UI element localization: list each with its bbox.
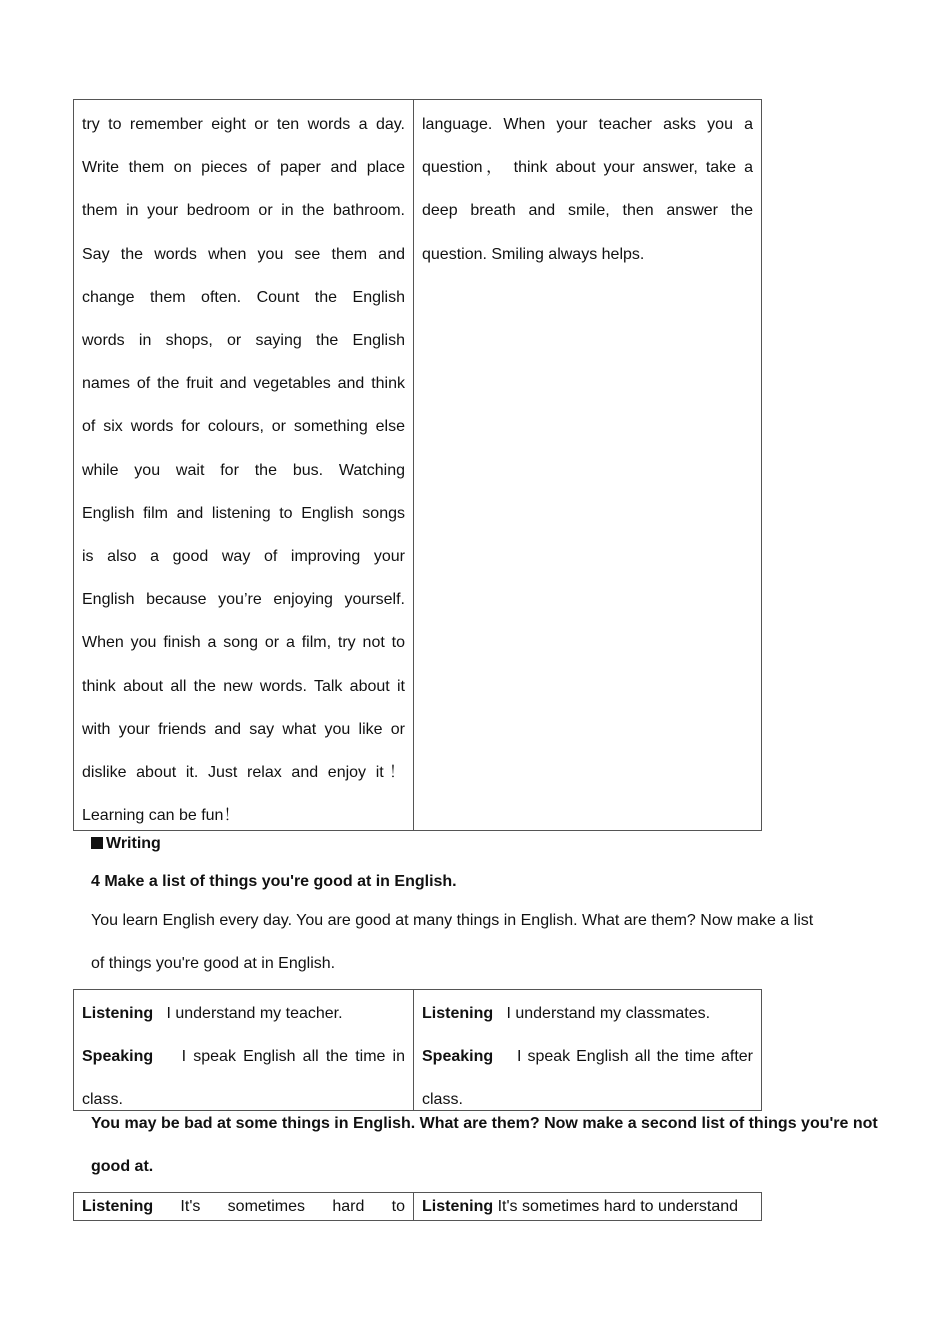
speaking-text-continued: class.	[82, 1091, 123, 1108]
passage-line: Write them on pieces of paper and place	[82, 159, 405, 177]
writing-section-label: Writing	[106, 835, 161, 852]
speaking-label: Speaking	[82, 1048, 154, 1065]
speaking-label: Speaking	[422, 1048, 494, 1065]
passage-line: deep breath and smile, then answer the	[422, 202, 753, 220]
passage-line: dislike about it. Just relax and enjoy it！	[82, 764, 405, 782]
good-at-list-table	[73, 989, 762, 1111]
listening-row	[422, 1195, 753, 1219]
speaking-row	[82, 1035, 405, 1078]
instruction-line: You learn English every day. You are good at many things in English. What are them? Now make a list	[91, 912, 814, 929]
passage-line: them in your bedroom or in the bathroom.	[82, 202, 405, 220]
writing-section-heading	[91, 834, 161, 854]
listening-row	[422, 992, 753, 1035]
writing-instructions	[91, 899, 861, 985]
good-at-left-column	[74, 990, 414, 1110]
listening-label: Listening	[422, 1198, 494, 1215]
passage-line: is also a good way of improving your	[82, 548, 405, 566]
good-at-right-column	[414, 990, 761, 1110]
passage-line: with your friends and say what you like or	[82, 720, 405, 738]
listening-text: It's sometimes hard to understand	[497, 1198, 739, 1215]
passage-line: question， think about your answer, take a	[422, 159, 753, 177]
passage-table	[73, 99, 762, 831]
black-square-icon	[91, 837, 103, 849]
passage-line: try to remember eight or ten words a day.	[82, 116, 405, 133]
passage-line: think about all the new words. Talk about it	[82, 677, 405, 695]
passage-line: words in shops, or saying the English	[82, 332, 405, 350]
bad-at-prompt	[91, 1102, 878, 1188]
bad-prompt-line: You may be bad at some things in English. What are them? Now make a second list of things you're not	[91, 1115, 878, 1132]
speaking-row	[422, 1035, 753, 1078]
speaking-text: I speak English all the time after	[517, 1048, 754, 1065]
passage-line: question. Smiling always helps.	[422, 245, 645, 263]
passage-line: of six words for colours, or something else	[82, 418, 405, 436]
speaking-text: I speak English all the time in	[181, 1048, 406, 1065]
bad-at-list-table	[73, 1192, 762, 1221]
bad-at-left-column	[74, 1193, 414, 1220]
passage-line: while you wait for the bus. Watching	[82, 461, 405, 479]
passage-line: Learning can be fun！	[82, 807, 240, 825]
passage-line: language. When your teacher asks you a	[422, 116, 753, 133]
listening-text: I understand my classmates.	[506, 1005, 711, 1022]
bad-prompt-line: good at.	[91, 1158, 154, 1175]
passage-right-column	[414, 100, 761, 830]
speaking-text-continued: class.	[422, 1091, 463, 1108]
listening-label: Listening	[82, 1005, 154, 1022]
passage-line: Say the words when you see them and	[82, 245, 405, 263]
passage-line: change them often. Count the English	[82, 288, 405, 306]
instruction-line: of things you're good at in English.	[91, 955, 336, 972]
listening-text: It's sometimes hard to	[180, 1198, 405, 1215]
listening-label: Listening	[82, 1198, 154, 1215]
bad-at-right-column	[414, 1193, 761, 1220]
passage-line: When you finish a song or a film, try not to	[82, 634, 405, 652]
task-title: 4 Make a list of things you're good at in English.	[91, 873, 457, 890]
passage-line: English because you’re enjoying yourself.	[82, 591, 405, 609]
listening-label: Listening	[422, 1005, 494, 1022]
passage-left-column	[74, 100, 414, 830]
listening-text: I understand my teacher.	[166, 1005, 343, 1022]
passage-line: names of the fruit and vegetables and think	[82, 375, 405, 393]
listening-row	[82, 1195, 405, 1219]
listening-row	[82, 992, 405, 1035]
passage-line: English film and listening to English songs	[82, 504, 405, 522]
